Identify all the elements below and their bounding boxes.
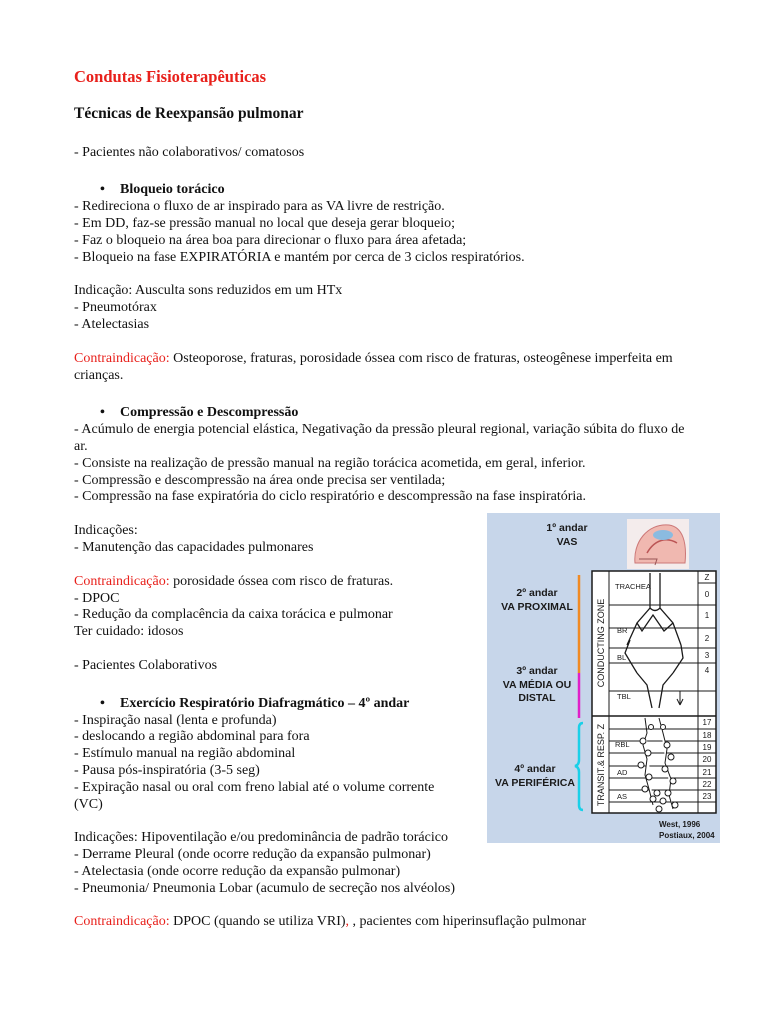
- level4-sublabel: VA PERIFÉRICA: [495, 777, 575, 789]
- contra-text: DPOC (quando se utiliza VRI): [169, 914, 346, 930]
- section1-indication: - Atelectasias: [74, 316, 150, 332]
- respiratory-bronchioles-label: RBL: [615, 740, 630, 749]
- level2-sublabel: VA PROXIMAL: [501, 601, 573, 613]
- section1-bullet-title: Bloqueio torácico: [120, 182, 225, 198]
- section3-line: - Inspiração nasal (lenta e profunda): [74, 712, 277, 728]
- conducting-zone-label: CONDUCTING ZONE: [596, 598, 606, 688]
- z-value: 22: [702, 780, 712, 789]
- z-value: 18: [702, 731, 712, 740]
- section3-indication: - Atelectasia (onde ocorre redução da expansão pulmonar): [74, 863, 401, 879]
- credit-postiaux: Postiaux, 2004: [659, 831, 715, 840]
- section2-line: - Acúmulo de energia potencial elástica, Negativação da pressão pleural regional, variação súbita do fluxo de ar.: [74, 422, 685, 454]
- head-illustration: [627, 519, 689, 569]
- z-value: 4: [704, 666, 710, 675]
- bullet-icon: •: [100, 182, 105, 198]
- z-value: 17: [702, 718, 712, 727]
- section3-indication: - Pneumonia/ Pneumonia Lobar (acumulo de secreção nos alvéolos): [74, 880, 455, 896]
- level4-label: 4º andar: [514, 763, 556, 775]
- level1-label: 1º andar: [546, 522, 588, 534]
- z-header: Z: [704, 573, 710, 582]
- level1-sublabel: VAS: [556, 536, 578, 548]
- terminal-bronchioles-label: TBL: [617, 692, 631, 701]
- section2-bullet-title: Compressão e Descompressão: [120, 405, 299, 421]
- section1-contraindication: [74, 351, 699, 385]
- section1-line: - Em DD, faz-se pressão manual no local que deseja gerar bloqueio;: [74, 215, 455, 231]
- level3-sublabel: DISTAL: [518, 692, 556, 704]
- z-value: 1: [704, 611, 710, 620]
- section3-contraindication: [74, 914, 704, 931]
- airway-diagram: [487, 513, 720, 843]
- section1-intro: - Pacientes não colaborativos/ comatosos: [74, 144, 305, 160]
- bronchioles-label: BL: [617, 653, 627, 662]
- contra-label: Contraindicação:: [74, 573, 170, 589]
- level3-label: 3º andar: [516, 665, 558, 677]
- cyan-brace: [575, 723, 583, 810]
- contra-text: Osteoporose, fraturas, porosidade óssea com risco de fraturas, osteogênese imperfeita em crianças.: [74, 350, 673, 383]
- section2-contra-line: - DPOC: [74, 590, 120, 606]
- contra-text: , pacientes com hiperinsuflação pulmonar: [349, 914, 587, 930]
- section1-line: - Bloqueio na fase EXPIRATÓRIA e mantém por cerca de 3 ciclos respiratórios.: [74, 249, 525, 265]
- section3-line: - Pausa pós-inspiratória (3-5 seg): [74, 762, 260, 778]
- section2-indication: - Manutenção das capacidades pulmonares: [74, 539, 314, 555]
- z-value: 19: [702, 743, 712, 752]
- airway-zones-figure: [487, 513, 720, 843]
- section1-indication: - Pneumotórax: [74, 300, 157, 316]
- section3-intro: - Pacientes Colaborativos: [74, 657, 218, 673]
- contra-label: Contraindicação:: [74, 350, 170, 366]
- z-value: 20: [702, 755, 712, 764]
- z-value: 2: [704, 634, 710, 643]
- contra-comma: ,: [345, 914, 350, 930]
- section2-contra-line: - Redução da complacência da caixa torácica e pulmonar: [74, 607, 393, 623]
- section3-line: (VC): [74, 796, 103, 812]
- section3-indication: Indicações: Hipoventilação e/ou predominância de padrão torácico: [74, 830, 448, 846]
- trachea-label: TRACHEA: [615, 582, 651, 591]
- section2-line: - Compressão na fase expiratória do ciclo respiratório e descompressão na fase inspiratória.: [74, 489, 586, 505]
- z-value: 23: [702, 792, 712, 801]
- section2-indication: Indicações:: [74, 523, 138, 539]
- section1-line: - Redireciona o fluxo de ar inspirado para as VA livre de restrição.: [74, 199, 445, 215]
- contra-text: porosidade óssea com risco de fraturas.: [169, 573, 394, 589]
- bronchi-label: BR: [617, 626, 628, 635]
- section3-line: - deslocando a região abdominal para fora: [74, 729, 310, 745]
- level3-sublabel: VA MÉDIA OU: [502, 679, 572, 691]
- section1-bullet: [74, 182, 704, 199]
- section3-line: - Expiração nasal ou oral com freno labial até o volume corrente: [74, 779, 435, 795]
- z-value: 0: [704, 590, 710, 599]
- level2-label: 2º andar: [516, 587, 558, 599]
- section2-bullet: [74, 405, 704, 422]
- bullet-icon: •: [100, 695, 105, 711]
- section3-bullet-title: Exercício Respiratório Diafragmático – 4º andar: [120, 695, 410, 711]
- alveolar-sacs-label: AS: [617, 792, 628, 801]
- alveolar-ducts-label: AD: [617, 768, 628, 777]
- z-value: 21: [702, 768, 712, 777]
- bullet-icon: •: [100, 405, 105, 421]
- section2-contra-line: Ter cuidado: idosos: [74, 624, 184, 640]
- section1-indication: Indicação: Ausculta sons reduzidos em um HTx: [74, 283, 343, 299]
- section1-line: - Faz o bloqueio na área boa para direcionar o fluxo para área afetada;: [74, 232, 467, 248]
- page-subtitle: Técnicas de Reexpansão pulmonar: [74, 104, 304, 122]
- contra-label: Contraindicação:: [74, 914, 170, 930]
- z-value: 3: [704, 651, 710, 660]
- section2-line: - Consiste na realização de pressão manual na região torácica acometida, em geral, inferior.: [74, 455, 586, 471]
- page-title: Condutas Fisioterapêuticas: [74, 67, 267, 86]
- section3-line: - Estímulo manual na região abdominal: [74, 746, 296, 762]
- section2-line: - Compressão e descompressão na área onde precisa ser ventilada;: [74, 472, 446, 488]
- section3-indication: - Derrame Pleural (onde ocorre redução da expansão pulmonar): [74, 847, 431, 863]
- transit-zone-label: TRANSIT.& RESP. Z: [596, 723, 606, 807]
- credit-west: West, 1996: [659, 820, 701, 829]
